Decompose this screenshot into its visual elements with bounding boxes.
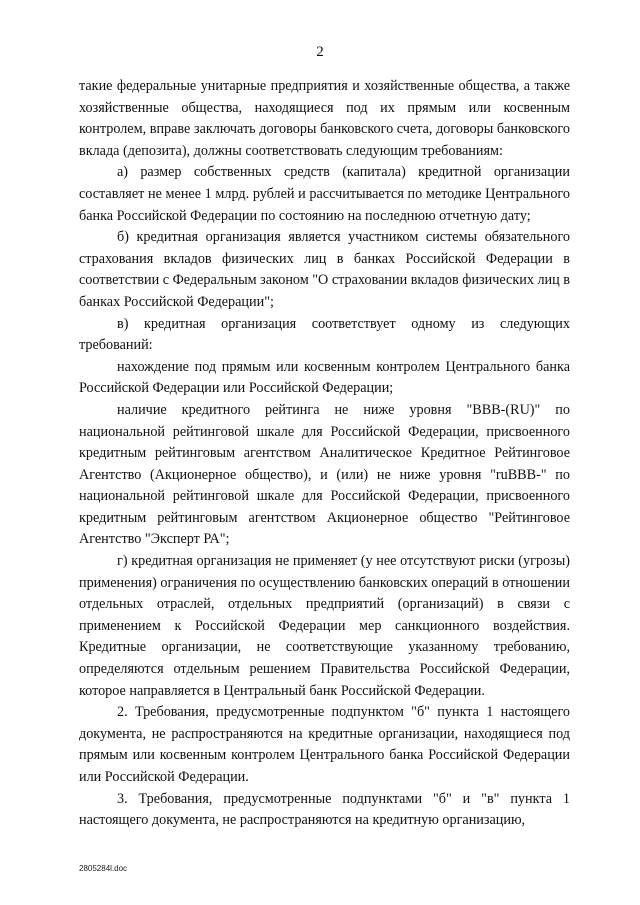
paragraph-item-b: б) кредитная организация является участником системы обязательного страхования вкладов физических лиц в банках Российской Федерации в соответствии с Федеральным законом "О страховании вкладов физических лиц в банках Российской Федерации"; (79, 229, 570, 310)
paragraph-point-2: 2. Требования, предусмотренные подпунктом "б" пункта 1 настоящего документа, не распространяются на кредитные организации, находящиеся под прямым или косвенным контролем Центрального банка Российской Федерации или Российской Федерации. (79, 704, 570, 785)
paragraph-item-a: а) размер собственных средств (капитала) кредитной организации составляет не менее 1 млрд. рублей и рассчитывается по методике Центрального банка Российской Федерации по состоянию на последнюю отчетную дату; (79, 164, 570, 224)
page-number: 2 (316, 44, 324, 60)
paragraph-point-3: 3. Требования, предусмотренные подпунктами "б" и "в" пункта 1 настоящего документа, не распространяются на кредитную организацию, (79, 790, 570, 829)
paragraph-item-v: в) кредитная организация соответствует одному из следующих требований: (79, 315, 570, 354)
document-body (79, 76, 570, 832)
file-code-footer: 2805284l.doc (79, 864, 128, 873)
paragraph-continuation: такие федеральные унитарные предприятия и хозяйственные общества, а также хозяйственные общества, находящиеся под их прямым или косвенным контролем, вправе заключать договоры банковского счета, договоры банковского вклада (депозита), должны соответствовать следующим требованиям: (79, 78, 570, 159)
paragraph-rating: наличие кредитного рейтинга не ниже уровня "BBB-(RU)" по национальной рейтинговой шкале для Российской Федерации, присвоенного кредитным рейтинговым агентством Аналитическое Кредитное Рейтинговое Агентство (Акционерное общество), и (или) не ниже уровня "ruBBB-" по национальной рейтинговой шкале для Российской Федерации, присвоенного кредитным рейтинговым агентством Акционерное общество "Рейтинговое Агентство "Эксперт РА"; (79, 401, 570, 548)
paragraph-control: нахождение под прямым или косвенным контролем Центрального банка Российской Федерации или Российской Федерации; (79, 358, 570, 397)
paragraph-item-g: г) кредитная организация не применяет (у нее отсутствуют риски (угрозы) применения) ограничения по осуществлению банковских операций в отношении отдельных отраслей, отдельных предприятий (организаций) в связи с применением к Российской Федерации мер санкционного воздействия. Кредитные организации, не соответствующие указанному требованию, определяются отдельным решением Правительства Российской Федерации, которое направляется в Центральный банк Российской Федерации. (79, 553, 570, 699)
